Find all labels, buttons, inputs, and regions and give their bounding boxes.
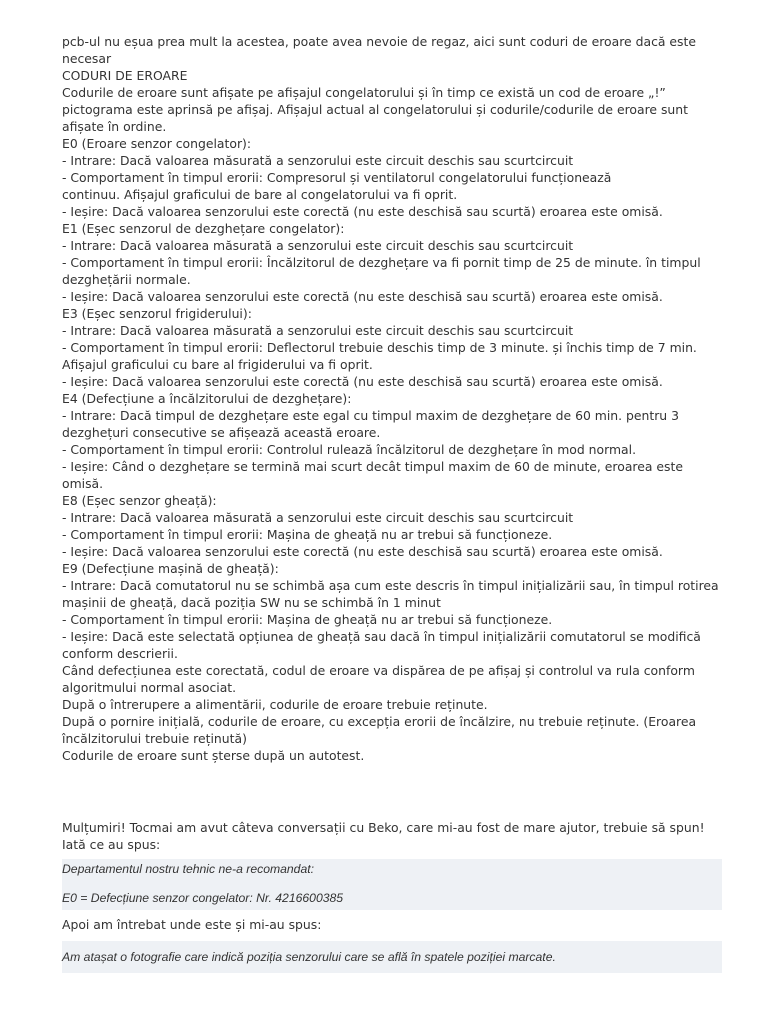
text-line: pcb-ul nu eșua prea mult la acestea, poate avea nevoie de regaz, aici sunt coduri de eroare dacă este necesar (62, 34, 696, 66)
text-line: - Intrare: Dacă valoarea măsurată a senzorului este circuit deschis sau scurtcircuit (62, 510, 574, 525)
text-line: - Ieșire: Dacă valoarea senzorului este corectă (nu este deschisă sau scurtă) eroarea este omisă. (62, 374, 663, 389)
text-line: - Intrare: Dacă valoarea măsurată a senzorului este circuit deschis sau scurtcircuit (62, 238, 574, 253)
text-line: Codurile de eroare sunt afișate pe afișajul congelatorului și în timp ce există un cod de eroare „!” pictograma este aprinsă pe afișaj. Afișajul actual al congelatorului și codurile/codurile de eroare sunt afișate în ordine. (62, 85, 688, 134)
text-line: - Intrare: Dacă valoarea măsurată a senzorului este circuit deschis sau scurtcircuit (62, 153, 574, 168)
post-body (62, 33, 722, 973)
text-line: - Ieșire: Când o dezghețare se termină mai scurt decât timpul maxim de 60 de minute, eroarea este omisă. (62, 459, 683, 491)
quote-line: Departamentul nostru tehnic ne-a recomandat: (62, 862, 315, 876)
error-code-heading: E3 (Eșec senzorul frigiderului): (62, 306, 252, 321)
section-heading: CODURI DE EROARE (62, 68, 188, 83)
text-line: - Ieșire: Dacă este selectată opțiunea de gheață sau dacă în timpul inițializării comutatorul se modifică conform descrierii. (62, 629, 701, 661)
text-line: continuu. Afișajul graficului de bare al congelatorului va fi oprit. (62, 187, 458, 202)
error-code-heading: E4 (Defecțiune a încălzitorului de dezghețare): (62, 391, 352, 406)
text-line: - Comportament în timpul erorii: Mașina de gheață nu ar trebui să funcționeze. (62, 527, 553, 542)
text-line: - Ieșire: Dacă valoarea senzorului este corectă (nu este deschisă sau scurtă) eroarea este omisă. (62, 289, 663, 304)
text-line: - Ieșire: Dacă valoarea senzorului este corectă (nu este deschisă sau scurtă) eroarea este omisă. (62, 544, 663, 559)
text-line: - Intrare: Dacă comutatorul nu se schimbă așa cum este descris în timpul inițializării sau, în timpul rotirea mașinii de gheață, dacă poziția SW nu se schimbă în 1 minut (62, 578, 719, 610)
error-code-heading: E1 (Eșec senzorul de dezghețare congelator): (62, 221, 345, 236)
spacer (62, 878, 722, 890)
text-line: - Intrare: Dacă valoarea măsurată a senzorului este circuit deschis sau scurtcircuit (62, 323, 574, 338)
text-line: - Ieșire: Dacă valoarea senzorului este corectă (nu este deschisă sau scurtă) eroarea este omisă. (62, 204, 663, 219)
text-line: - Intrare: Dacă timpul de dezghețare este egal cu timpul maxim de dezghețare de 60 min. pentru 3 dezghețuri consecutive se afișează această eroare. (62, 408, 679, 440)
question-paragraph: Apoi am întrebat unde este și mi-au spus: (62, 917, 322, 932)
text-line: După o pornire inițială, codurile de eroare, cu excepția erorii de încălzire, nu trebuie reținute. (Eroarea încălzitorului trebuie reținută) (62, 714, 697, 746)
text-line: - Comportament în timpul erorii: Încălzitorul de dezghețare va fi pornit timp de 25 de minute. în timpul dezghețării normale. (62, 255, 701, 287)
text-line: Codurile de eroare sunt șterse după un autotest. (62, 748, 365, 763)
quote-block (62, 941, 722, 973)
thanks-paragraph: Mulțumiri! Tocmai am avut câteva conversații cu Beko, care mi-au fost de mare ajutor, trebuie să spun! Iată ce au spus: (62, 820, 705, 852)
error-code-heading: E0 (Eroare senzor congelator): (62, 136, 252, 151)
spacer (62, 764, 722, 819)
quote-block (62, 859, 722, 910)
text-line: - Comportament în timpul erorii: Mașina de gheață nu ar trebui să funcționeze. (62, 612, 553, 627)
quote-line: Am atașat o fotografie care indică poziția senzorului care se află în spatele poziției marcate. (62, 949, 556, 964)
text-line: - Comportament în timpul erorii: Compresorul și ventilatorul congelatorului funcționează (62, 170, 612, 185)
error-code-heading: E9 (Defecțiune mașină de gheață): (62, 561, 279, 576)
error-code-heading: E8 (Eșec senzor gheață): (62, 493, 217, 508)
quote-line: E0 = Defecțiune senzor congelator: Nr. 4216600385 (62, 891, 344, 905)
text-line: După o întrerupere a alimentării, codurile de eroare trebuie reținute. (62, 697, 488, 712)
text-line: Când defecțiunea este corectată, codul de eroare va dispărea de pe afișaj și controlul va rula conform algoritmului normal asociat. (62, 663, 695, 695)
text-line: - Comportament în timpul erorii: Controlul rulează încălzitorul de dezghețare în mod normal. (62, 442, 637, 457)
text-line: - Comportament în timpul erorii: Deflectorul trebuie deschis timp de 3 minute. și închis timp de 7 min. Afișajul graficului cu bare al frigiderului va fi oprit. (62, 340, 697, 372)
